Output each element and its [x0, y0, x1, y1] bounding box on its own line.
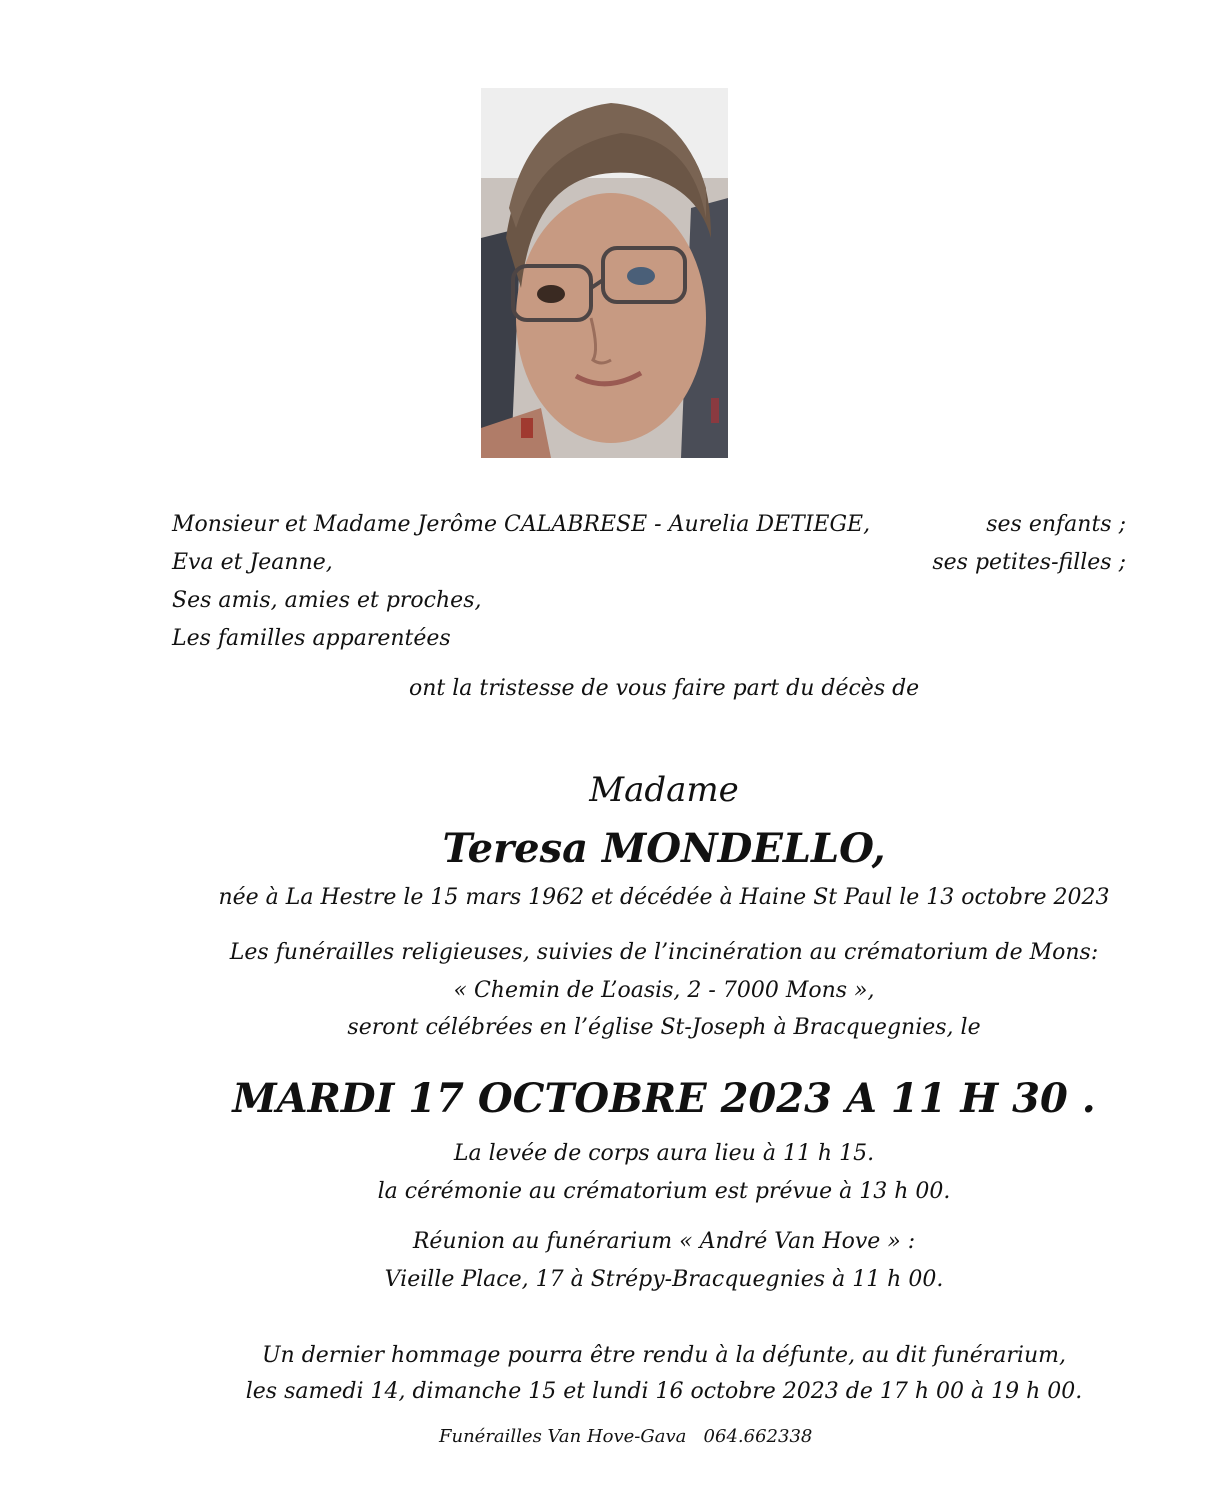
hommage-line-1: Un dernier hommage pourra être rendu à la défunte, au dit funérarium,: [261, 1343, 1066, 1368]
announcement: ont la tristesse de vous faire part du décès de: [409, 676, 920, 701]
ceremony-line-1: Les funérailles religieuses, suivies de l’incinération au crématorium de Mons:: [229, 940, 1099, 965]
reunion-line-2: Vieille Place, 17 à Strépy-Bracquegnies à 11 h 00.: [384, 1267, 944, 1292]
birth-death-line: née à La Hestre le 15 mars 1962 et décédée à Haine St Paul le 13 octobre 2023: [218, 885, 1110, 910]
family-row-2-right: ses petites-filles ;: [932, 550, 1126, 575]
deceased-title: Madame: [589, 770, 739, 810]
levee-line: La levée de corps aura lieu à 11 h 15.: [453, 1141, 875, 1166]
hommage-line-2: les samedi 14, dimanche 15 et lundi 16 octobre 2023 de 17 h 00 à 19 h 00.: [245, 1379, 1083, 1404]
deceased-name: Teresa MONDELLO,: [442, 825, 886, 872]
family-row-2-left: Eva et Jeanne,: [172, 550, 333, 575]
cremation-line: la cérémonie au crématorium est prévue à 13 h 00.: [377, 1179, 951, 1204]
reunion-line-1: Réunion au funérarium « André Van Hove » :: [412, 1229, 916, 1254]
portrait-photo: [481, 88, 728, 458]
funeral-home-footer: Funérailles Van Hove-Gava 064.662338: [439, 1426, 813, 1447]
family-row-4-left: Les familles apparentées: [172, 626, 451, 651]
ceremony-line-2: « Chemin de L’oasis, 2 - 7000 Mons »,: [453, 978, 875, 1003]
portrait-icon: [481, 88, 728, 458]
family-row-1-left: Monsieur et Madame Jerôme CALABRESE - Aurelia DETIEGE,: [172, 512, 871, 537]
ceremony-date: MARDI 17 OCTOBRE 2023 A 11 H 30 .: [232, 1075, 1096, 1122]
family-row-3-left: Ses amis, amies et proches,: [172, 588, 482, 613]
ceremony-line-3: seront célébrées en l’église St-Joseph à Bracquegnies, le: [347, 1015, 981, 1040]
family-row-1-right: ses enfants ;: [986, 512, 1126, 537]
